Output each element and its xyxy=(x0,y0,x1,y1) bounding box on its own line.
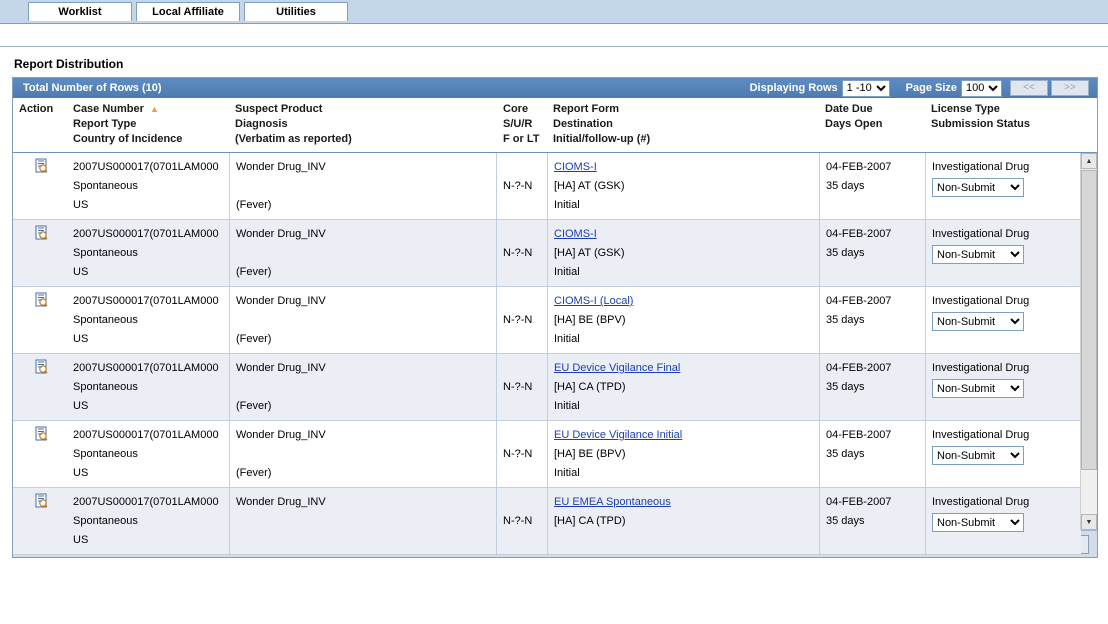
previous-page-button[interactable]: << xyxy=(1010,80,1048,96)
scroll-down-icon[interactable]: ▼ xyxy=(1081,514,1097,530)
column-header-product-line1: Suspect Product xyxy=(235,103,323,115)
row-core-value: N-?-N xyxy=(503,515,533,527)
row-submission-status-select[interactable] xyxy=(932,178,1024,197)
row-followup xyxy=(554,531,815,550)
column-header-case-line2: Report Type xyxy=(73,118,137,130)
row-case-number: 2007US000017(0701LAM000 xyxy=(73,295,219,307)
row-license-type: Investigational Drug xyxy=(932,161,1030,173)
row-date-due: 04-FEB-2007 xyxy=(826,295,892,307)
main-tab-bar xyxy=(0,0,1108,24)
row-destination: [HA] BE (BPV) xyxy=(554,448,626,460)
row-days-open: 35 days xyxy=(826,314,865,326)
row-verbatim: (Fever) xyxy=(236,333,272,345)
row-license-cell xyxy=(925,220,1081,286)
row-case-cell xyxy=(67,488,229,554)
row-destination: [HA] BE (BPV) xyxy=(554,314,626,326)
column-header-license-type[interactable] xyxy=(925,98,1097,152)
row-verbatim: (Fever) xyxy=(236,400,272,412)
row-verbatim: (Fever) xyxy=(236,199,272,211)
row-case-number: 2007US000017(0701LAM000 xyxy=(73,429,219,441)
row-action-cell[interactable] xyxy=(13,421,67,487)
row-core-value: N-?-N xyxy=(503,180,533,192)
row-core-cell xyxy=(497,287,547,353)
row-diagnosis xyxy=(236,244,492,263)
row-case-number: 2007US000017(0701LAM000 xyxy=(73,228,219,240)
column-header-suspect-product[interactable] xyxy=(229,98,497,152)
column-header-action[interactable] xyxy=(13,98,67,152)
row-license-type: Investigational Drug xyxy=(932,429,1030,441)
row-date-due: 04-FEB-2007 xyxy=(826,496,892,508)
vertical-scrollbar[interactable] xyxy=(1080,153,1097,530)
scrollbar-thumb[interactable] xyxy=(1081,170,1097,470)
tab-local-affiliate[interactable] xyxy=(136,2,240,21)
tab-utilities-label: Utilities xyxy=(276,6,316,18)
row-form-cell xyxy=(547,287,819,353)
row-form-cell xyxy=(547,220,819,286)
row-license-type: Investigational Drug xyxy=(932,496,1030,508)
row-date-cell xyxy=(819,153,925,219)
open-case-icon[interactable] xyxy=(34,225,48,248)
row-license-cell xyxy=(925,488,1081,554)
row-country: US xyxy=(73,333,89,345)
row-submission-status-select[interactable] xyxy=(932,379,1024,398)
grid-header-bar xyxy=(13,78,1097,98)
row-core-value: N-?-N xyxy=(503,314,533,326)
row-case-number: 2007US000017(0701LAM000 xyxy=(73,161,219,173)
row-core-cell xyxy=(497,153,547,219)
open-case-icon[interactable] xyxy=(34,359,48,382)
column-header-core[interactable] xyxy=(497,98,547,152)
row-license-cell xyxy=(925,354,1081,420)
row-report-type: Spontaneous xyxy=(73,314,138,326)
row-suspect-product: Wonder Drug_INV xyxy=(236,228,326,240)
row-action-cell[interactable] xyxy=(13,220,67,286)
row-form-cell xyxy=(547,421,819,487)
row-report-type: Spontaneous xyxy=(73,515,138,527)
row-report-form-link[interactable]: CIOMS-I (Local) xyxy=(554,295,634,307)
row-report-type: Spontaneous xyxy=(73,381,138,393)
sort-ascending-icon: ▲ xyxy=(149,104,159,114)
column-header-case-line3: Country of Incidence xyxy=(73,133,183,145)
row-country: US xyxy=(73,199,89,211)
row-core-cell xyxy=(497,354,547,420)
page-title: Report Distribution xyxy=(14,57,124,71)
report-distribution-grid xyxy=(12,77,1098,558)
row-action-cell[interactable] xyxy=(13,153,67,219)
row-case-number: 2007US000017(0701LAM000 xyxy=(73,496,219,508)
row-submission-status-select[interactable] xyxy=(932,446,1024,465)
row-product-cell xyxy=(229,287,497,353)
table-row[interactable] xyxy=(13,220,1081,287)
column-header-form-line1: Report Form xyxy=(553,103,619,115)
displaying-rows-label: Displaying Rows xyxy=(749,82,838,94)
tab-utilities[interactable] xyxy=(244,2,348,21)
row-verbatim: (Fever) xyxy=(236,467,272,479)
row-date-cell xyxy=(819,220,925,286)
page-size-label: Page Size xyxy=(905,82,957,94)
row-suspect-product: Wonder Drug_INV xyxy=(236,295,326,307)
row-country: US xyxy=(73,534,89,546)
row-followup: Initial xyxy=(554,333,580,345)
row-date-due: 04-FEB-2007 xyxy=(826,161,892,173)
row-submission-status-select[interactable] xyxy=(932,245,1024,264)
sub-tab-bar xyxy=(0,24,1108,47)
row-followup: Initial xyxy=(554,266,580,278)
column-header-core-line2: S/U/R xyxy=(503,118,533,130)
row-license-type: Investigational Drug xyxy=(932,295,1030,307)
column-header-product-line2: Diagnosis xyxy=(235,118,288,130)
column-header-date-due[interactable] xyxy=(819,98,925,152)
row-form-cell xyxy=(547,354,819,420)
table-row[interactable] xyxy=(13,421,1081,488)
row-case-number: 2007US000017(0701LAM000 xyxy=(73,362,219,374)
row-suspect-product: Wonder Drug_INV xyxy=(236,161,326,173)
row-license-cell xyxy=(925,287,1081,353)
tab-worklist[interactable] xyxy=(28,2,132,21)
row-core-value: N-?-N xyxy=(503,381,533,393)
tab-worklist-label: Worklist xyxy=(58,6,102,18)
row-product-cell xyxy=(229,421,497,487)
row-report-form-link[interactable]: CIOMS-I xyxy=(554,228,597,240)
row-suspect-product: Wonder Drug_INV xyxy=(236,429,326,441)
row-case-cell xyxy=(67,220,229,286)
row-days-open: 35 days xyxy=(826,515,865,527)
row-case-cell xyxy=(67,354,229,420)
row-action-cell[interactable] xyxy=(13,488,67,554)
row-core-cell xyxy=(497,220,547,286)
row-report-form-link[interactable]: EU Device Vigilance Final xyxy=(554,362,681,374)
row-submission-status-select[interactable] xyxy=(932,513,1024,532)
row-case-cell xyxy=(67,153,229,219)
row-product-cell xyxy=(229,153,497,219)
row-country: US xyxy=(73,400,89,412)
row-report-type: Spontaneous xyxy=(73,180,138,192)
open-case-icon[interactable] xyxy=(34,158,48,181)
column-header-core-line3: F or LT xyxy=(503,133,540,145)
grid-scroll-area xyxy=(13,153,1097,546)
table-row[interactable] xyxy=(13,488,1081,555)
row-license-type: Investigational Drug xyxy=(932,362,1030,374)
row-diagnosis xyxy=(236,177,492,196)
grid-rows xyxy=(13,153,1081,546)
row-suspect-product: Wonder Drug_INV xyxy=(236,496,326,508)
row-license-type: Investigational Drug xyxy=(932,228,1030,240)
row-core-cell xyxy=(497,488,547,554)
row-verbatim: (Fever) xyxy=(236,266,272,278)
total-rows-label: Total Number of Rows (10) xyxy=(23,82,162,94)
page-size-control xyxy=(898,80,1010,97)
page-size-select[interactable] xyxy=(961,80,1002,97)
row-report-type: Spontaneous xyxy=(73,448,138,460)
displaying-rows-select[interactable] xyxy=(842,80,890,97)
column-header-date-line1: Date Due xyxy=(825,103,873,115)
column-header-case-line1: Case Number xyxy=(73,103,144,115)
column-header-row xyxy=(13,98,1097,153)
column-header-report-form[interactable] xyxy=(547,98,819,152)
row-report-form-link[interactable]: EU Device Vigilance Initial xyxy=(554,429,683,441)
tab-local-affiliate-label: Local Affiliate xyxy=(152,6,224,18)
row-suspect-product: Wonder Drug_INV xyxy=(236,362,326,374)
table-row[interactable] xyxy=(13,153,1081,220)
row-core-value: N-?-N xyxy=(503,247,533,259)
pager-controls xyxy=(1010,80,1093,96)
row-action-cell[interactable] xyxy=(13,354,67,420)
row-days-open: 35 days xyxy=(826,247,865,259)
row-days-open: 35 days xyxy=(826,180,865,192)
column-header-form-line2: Destination xyxy=(553,118,613,130)
row-case-cell xyxy=(67,421,229,487)
row-report-type: Spontaneous xyxy=(73,247,138,259)
table-row[interactable] xyxy=(13,354,1081,421)
row-license-cell xyxy=(925,153,1081,219)
row-diagnosis xyxy=(236,445,492,464)
row-followup: Initial xyxy=(554,400,580,412)
row-form-cell xyxy=(547,153,819,219)
row-product-cell xyxy=(229,488,497,554)
row-date-due: 04-FEB-2007 xyxy=(826,228,892,240)
open-case-icon[interactable] xyxy=(34,292,48,315)
row-diagnosis xyxy=(236,311,492,330)
column-header-license-line1: License Type xyxy=(931,103,1000,115)
column-header-action-line1: Action xyxy=(19,103,54,115)
open-case-icon[interactable] xyxy=(34,426,48,449)
row-verbatim xyxy=(236,531,492,550)
next-page-button[interactable]: >> xyxy=(1051,80,1089,96)
scroll-up-icon[interactable]: ▲ xyxy=(1081,153,1097,169)
row-date-due: 04-FEB-2007 xyxy=(826,362,892,374)
open-case-icon[interactable] xyxy=(34,493,48,516)
column-header-product-line3: (Verbatim as reported) xyxy=(235,133,352,145)
row-core-cell xyxy=(497,421,547,487)
row-destination: [HA] CA (TPD) xyxy=(554,381,626,393)
row-diagnosis xyxy=(236,512,492,531)
row-product-cell xyxy=(229,354,497,420)
row-date-cell xyxy=(819,488,925,554)
row-date-cell xyxy=(819,421,925,487)
row-days-open: 35 days xyxy=(826,381,865,393)
row-case-cell xyxy=(67,287,229,353)
row-report-form-link[interactable]: EU EMEA Spontaneous xyxy=(554,496,671,508)
row-report-form-link[interactable]: CIOMS-I xyxy=(554,161,597,173)
table-row[interactable] xyxy=(13,287,1081,354)
column-header-core-line1: Core xyxy=(503,103,529,115)
row-destination: [HA] AT (GSK) xyxy=(554,247,625,259)
row-followup: Initial xyxy=(554,199,580,211)
column-header-form-line3: Initial/follow-up (#) xyxy=(553,133,651,145)
row-date-cell xyxy=(819,287,925,353)
row-followup: Initial xyxy=(554,467,580,479)
column-header-license-line2: Submission Status xyxy=(931,118,1031,130)
row-date-due: 04-FEB-2007 xyxy=(826,429,892,441)
row-country: US xyxy=(73,266,89,278)
row-product-cell xyxy=(229,220,497,286)
row-license-cell xyxy=(925,421,1081,487)
row-destination: [HA] AT (GSK) xyxy=(554,180,625,192)
row-form-cell xyxy=(547,488,819,554)
row-days-open: 35 days xyxy=(826,448,865,460)
displaying-rows-control xyxy=(742,80,898,97)
row-core-value: N-?-N xyxy=(503,448,533,460)
row-submission-status-select[interactable] xyxy=(932,312,1024,331)
row-country: US xyxy=(73,467,89,479)
row-diagnosis xyxy=(236,378,492,397)
column-header-case-number[interactable] xyxy=(67,98,229,152)
column-header-date-line2: Days Open xyxy=(825,118,883,130)
row-date-cell xyxy=(819,354,925,420)
row-destination: [HA] CA (TPD) xyxy=(554,515,626,527)
row-action-cell[interactable] xyxy=(13,287,67,353)
